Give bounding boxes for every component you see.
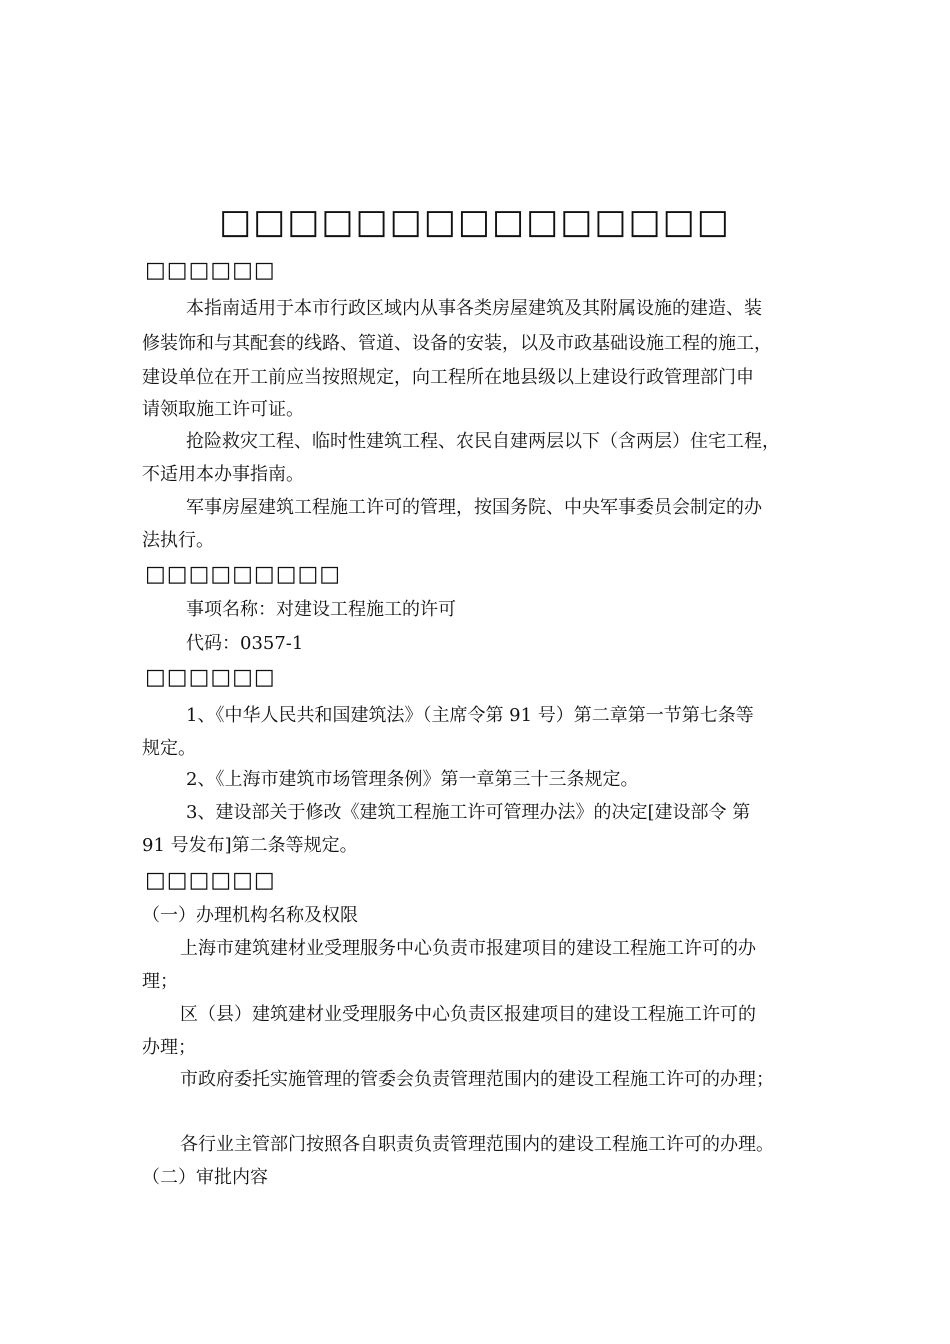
paragraph-line: 建设单位在开工前应当按照规定，向工程所在地县级以上建设行政管理部门申	[142, 367, 754, 388]
basis-line: 1、《中华人民共和国建筑法》（主席令第 91 号）第二章第一节第七条等	[186, 705, 754, 726]
paragraph-line: 法执行。	[142, 530, 214, 551]
section-heading-1: □□□□□□	[145, 258, 276, 283]
paragraph-line: 军事房屋建筑工程施工许可的管理，按国务院、中央军事委员会制定的办	[186, 497, 762, 518]
paragraph-line: 修装饰和与其配套的线路、管道、设备的安装，以及市政基础设施工程的施工，	[142, 333, 772, 354]
paragraph-line: 上海市建筑建材业受理服务中心负责市报建项目的建设工程施工许可的办	[180, 938, 756, 959]
paragraph-line: 本指南适用于本市行政区域内从事各类房屋建筑及其附属设施的建造、装	[186, 298, 762, 319]
paragraph-line: 理；	[142, 971, 178, 992]
paragraph-line: 请领取施工许可证。	[142, 399, 304, 420]
item-name: 事项名称：对建设工程施工的许可	[186, 599, 456, 620]
basis-line: 91 号发布]第二条等规定。	[142, 835, 358, 856]
paragraph-line: 办理；	[142, 1037, 196, 1058]
section-heading-3: □□□□□□	[145, 665, 276, 690]
paragraph-line: 不适用本办事指南。	[142, 464, 304, 485]
subheading-1: （一）办理机构名称及权限	[142, 905, 358, 926]
document-title: □□□□□□□□□□□□□□□	[219, 202, 731, 242]
basis-line: 3、建设部关于修改《建筑工程施工许可管理办法》的决定[建设部令 第	[186, 802, 751, 823]
section-heading-4: □□□□□□	[145, 868, 276, 893]
subheading-2: （二）审批内容	[142, 1167, 268, 1188]
paragraph-line: 抢险救灾工程、临时性建筑工程、农民自建两层以下（含两层）住宅工程，	[186, 431, 780, 452]
section-heading-2: □□□□□□□□□	[145, 562, 342, 587]
paragraph-line: 各行业主管部门按照各自职责负责管理范围内的建设工程施工许可的办理。	[180, 1134, 774, 1155]
basis-line: 规定。	[142, 738, 196, 759]
paragraph-line: 区（县）建筑建材业受理服务中心负责区报建项目的建设工程施工许可的	[180, 1004, 756, 1025]
basis-line: 2、《上海市建筑市场管理条例》第一章第三十三条规定。	[186, 769, 639, 790]
paragraph-line: 市政府委托实施管理的管委会负责管理范围内的建设工程施工许可的办理；	[180, 1069, 774, 1090]
item-code: 代码：0357-1	[186, 633, 304, 654]
